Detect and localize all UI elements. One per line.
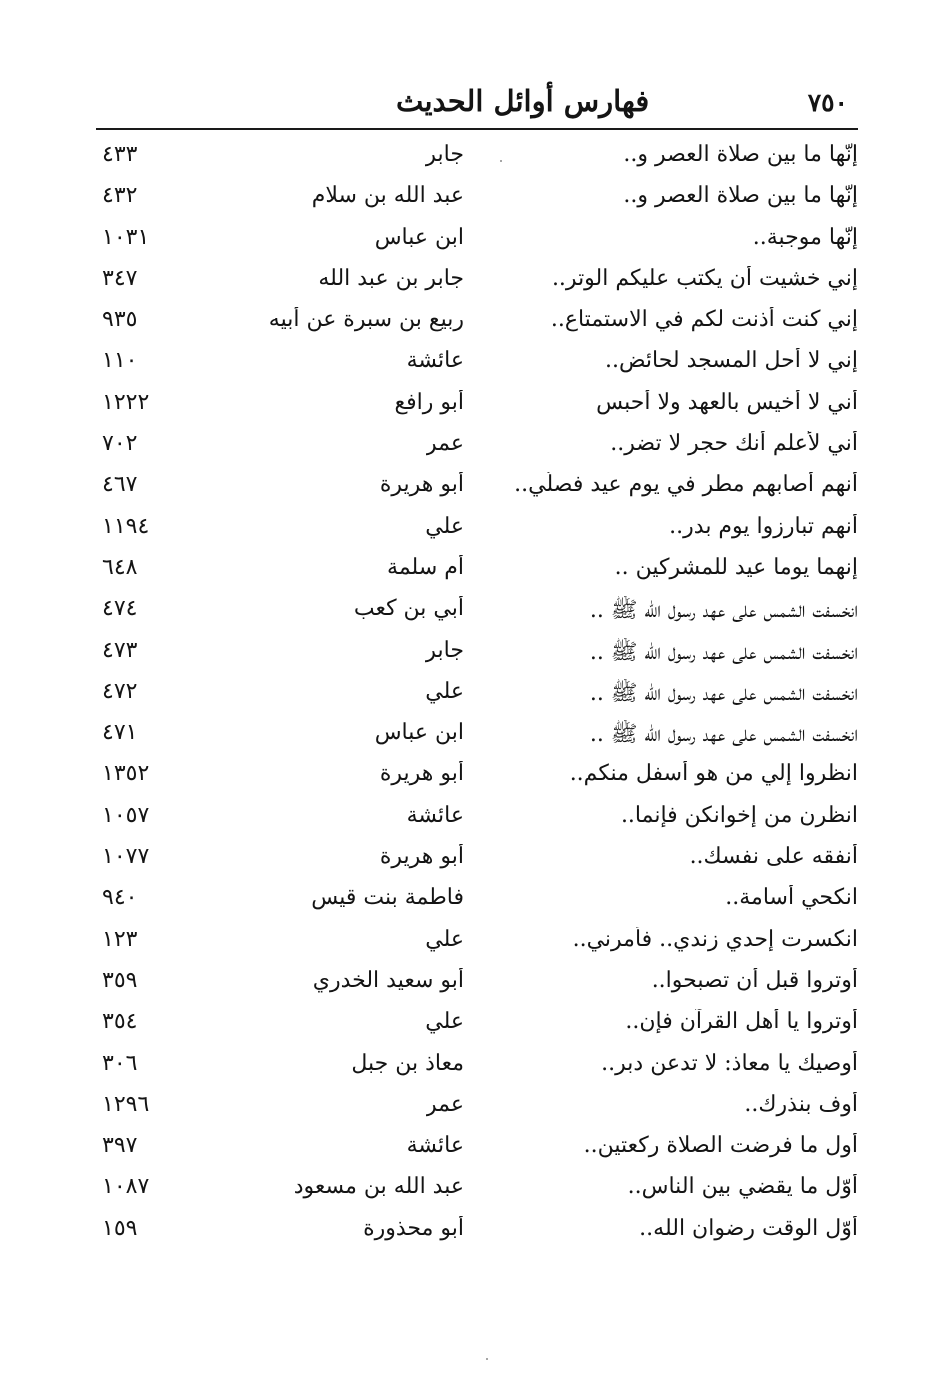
hadith-number: ٣٠٦ <box>102 1050 138 1076</box>
hadith-number: ٣٩٧ <box>102 1133 138 1159</box>
hadith-number: ٤٣٣ <box>102 142 138 167</box>
hadith-opening: انظرن من إخوانكن فإنما.. <box>620 802 858 828</box>
narrator-name: علي <box>425 513 464 539</box>
narrator-name: جابر بن عبد الله <box>318 265 464 291</box>
narrator-name: علي <box>425 926 464 952</box>
narrator-name: عائشة <box>406 348 464 374</box>
index-row <box>96 881 858 922</box>
hadith-number: ٦٤٨ <box>102 554 138 580</box>
narrator-name: عائشة <box>406 802 464 828</box>
hadith-number: ٤٣٢ <box>102 183 138 209</box>
hadith-opening: انكحي أسامة.. <box>725 885 858 911</box>
hadith-number: ١٠٣١ <box>102 224 150 250</box>
narrator-name: عمر <box>426 1091 464 1117</box>
hadith-number: ١٥٩ <box>102 1215 138 1241</box>
hadith-number: ٤٧٢ <box>102 678 138 704</box>
index-row <box>96 799 858 840</box>
hadith-number: ٣٤٧ <box>102 265 138 291</box>
hadith-number: ١٢٩٦ <box>102 1091 150 1117</box>
hadith-number: ٤٧٤ <box>102 596 138 622</box>
narrator-name: عمر <box>426 431 464 457</box>
index-row <box>96 386 858 427</box>
hadith-index-list <box>96 138 858 1253</box>
index-row <box>96 634 858 675</box>
hadith-opening: أوف بنذرك.. <box>744 1091 858 1117</box>
index-row <box>96 1047 858 1088</box>
hadith-opening: أنهم أصابهم مطر في يوم عيد فصلّي.. <box>514 472 858 498</box>
header-divider <box>96 128 858 130</box>
hadith-opening: أني لأعلم أنك حجر لا تضر.. <box>610 431 858 457</box>
hadith-number: ١٠٧٧ <box>102 844 150 870</box>
hadith-opening: إني كنت أذنت لكم في الاستمتاع.. <box>550 307 858 333</box>
hadith-opening: أوتروا قبل أن تصبحوا.. <box>651 967 858 993</box>
hadith-number: ٧٠٢ <box>102 431 138 457</box>
index-row <box>96 303 858 344</box>
narrator-name: عبد الله بن مسعود <box>293 1174 464 1200</box>
hadith-opening: إنّها ما بين صلاة العصر و.. <box>623 183 858 209</box>
index-row <box>96 510 858 551</box>
narrator-name: أبو سعيد الخدري <box>312 967 464 993</box>
hadith-number: ١٠٨٧ <box>102 1174 150 1200</box>
hadith-opening: انخسفت الشمس على عهد رسول الله ﷺ .. <box>589 680 858 706</box>
index-row <box>96 840 858 881</box>
index-row <box>96 551 858 592</box>
index-row <box>96 675 858 716</box>
narrator-name: عائشة <box>406 1133 464 1159</box>
page-header <box>96 80 856 124</box>
index-row <box>96 757 858 798</box>
index-row <box>96 221 858 262</box>
hadith-number: ٩٣٥ <box>102 307 138 333</box>
hadith-number: ٣٥٤ <box>102 1009 138 1035</box>
narrator-name: أبو هريرة <box>379 844 464 870</box>
index-row <box>96 468 858 509</box>
index-row <box>96 138 858 179</box>
hadith-opening: إنهما يوما عيد للمشركين .. <box>614 554 858 580</box>
hadith-number: ١١٠ <box>102 348 138 374</box>
hadith-opening: إنّها ما بين صلاة العصر و.. <box>623 142 858 167</box>
narrator-name: ابن عباس <box>374 224 464 250</box>
hadith-opening: أنهم تبارزوا يوم بدر.. <box>669 513 858 539</box>
index-row <box>96 262 858 303</box>
index-row <box>96 1088 858 1129</box>
index-row <box>96 1129 858 1170</box>
hadith-opening: أني لا أخيس بالعهد ولا أحبس <box>596 389 858 415</box>
index-row <box>96 179 858 220</box>
hadith-opening: أوتروا يا أهل القرآن فإن.. <box>625 1009 858 1035</box>
narrator-name: علي <box>425 1009 464 1035</box>
page-title: فهارس أوائل الحديث <box>396 84 650 118</box>
hadith-opening: انخسفت الشمس على عهد رسول الله ﷺ .. <box>589 639 858 665</box>
hadith-opening: انظروا إلي من هو أسفل منكم.. <box>569 761 858 787</box>
hadith-opening: انكسرت إحدي زندي.. فأمرني.. <box>572 926 858 952</box>
narrator-name: أبو هريرة <box>379 761 464 787</box>
hadith-opening: إنّها موجبة.. <box>752 224 858 250</box>
hadith-opening: أول ما فرضت الصلاة ركعتين.. <box>583 1133 858 1159</box>
narrator-name: جابر <box>425 637 464 663</box>
hadith-number: ١٢٣ <box>102 926 138 952</box>
hadith-number: ١١٩٤ <box>102 513 150 539</box>
scan-speck <box>486 1358 488 1360</box>
hadith-number: ٤٦٧ <box>102 472 138 498</box>
hadith-opening: إني خشيت أن يكتب عليكم الوتر.. <box>551 265 858 291</box>
narrator-name: أبو محذورة <box>363 1215 464 1241</box>
index-row <box>96 1212 858 1253</box>
index-row <box>96 716 858 757</box>
narrator-name: أُبي بن كعب <box>353 596 464 622</box>
hadith-number: ٣٥٩ <box>102 967 138 993</box>
hadith-number: ١٠٥٧ <box>102 802 150 828</box>
index-row <box>96 1005 858 1046</box>
index-row <box>96 592 858 633</box>
page-number: ٧٥٠ <box>807 88 848 117</box>
narrator-name: أبو رافع <box>394 389 464 415</box>
narrator-name: ربيع بن سبرة عن أبيه <box>268 307 464 333</box>
narrator-name: عبد الله بن سلام <box>311 183 464 209</box>
narrator-name: ابن عباس <box>374 720 464 746</box>
index-row <box>96 964 858 1005</box>
narrator-name: أبو هريرة <box>379 472 464 498</box>
index-row <box>96 344 858 385</box>
hadith-number: ٤٧٣ <box>102 637 138 663</box>
hadith-opening: أنفقه على نفسك.. <box>689 844 858 870</box>
hadith-opening: انخسفت الشمس على عهد رسول الله ﷺ .. <box>589 722 858 748</box>
narrator-name: جابر <box>425 142 464 167</box>
hadith-number: ١٣٥٢ <box>102 761 150 787</box>
index-row <box>96 1170 858 1211</box>
narrator-name: علي <box>425 678 464 704</box>
hadith-opening: انخسفت الشمس على عهد رسول الله ﷺ .. <box>589 598 858 624</box>
index-row <box>96 923 858 964</box>
index-row <box>96 427 858 468</box>
narrator-name: فاطمة بنت قيس <box>311 885 464 911</box>
hadith-number: ٤٧١ <box>102 720 138 746</box>
hadith-opening: أوّل ما يقضي بين الناس.. <box>627 1174 858 1200</box>
scan-speck <box>500 160 502 162</box>
hadith-opening: أوّل الوقت رضوان الله.. <box>639 1215 858 1241</box>
hadith-number: ١٢٢٢ <box>102 389 150 415</box>
narrator-name: أم سلمة <box>387 554 464 580</box>
hadith-number: ٩٤٠ <box>102 885 138 911</box>
hadith-opening: أوصيك يا معاذ: لا تدعن دبر.. <box>601 1050 858 1076</box>
hadith-opening: إني لا أحل المسجد لحائض.. <box>604 348 858 374</box>
narrator-name: معاذ بن جبل <box>351 1050 464 1076</box>
